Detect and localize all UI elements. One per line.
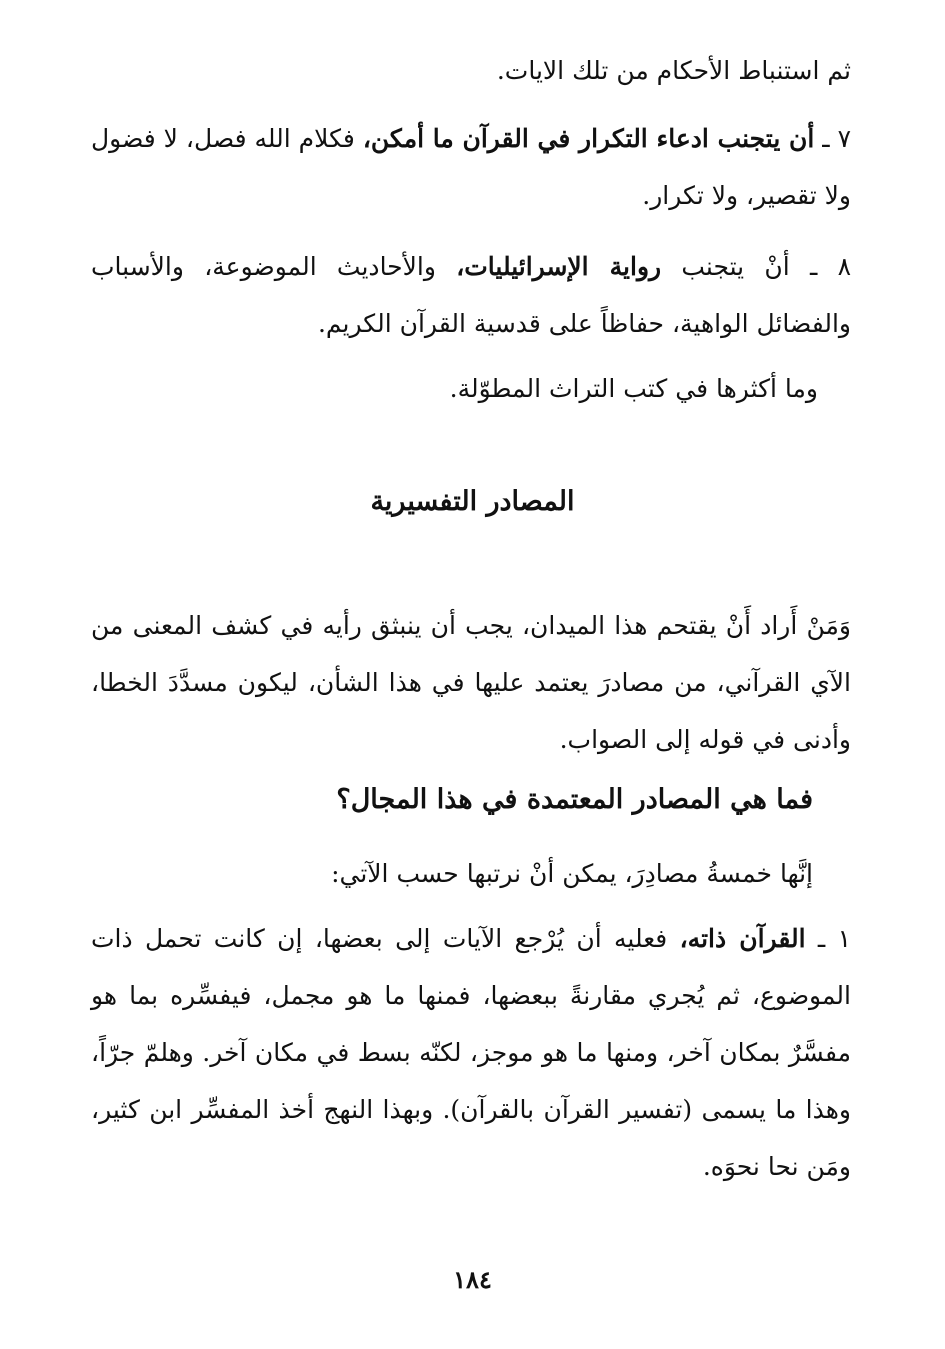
paragraph-point-7 <box>91 110 851 224</box>
answer-text: إنَّها خمسةُ مصادِرَ، يمكن أنْ نرتبها حسب الآتي: <box>331 859 813 888</box>
source-item-1 <box>91 910 851 1195</box>
paragraph-note <box>98 360 818 417</box>
item-bold-text: القرآن ذاته، <box>679 924 806 953</box>
item-number: ١ ـ <box>805 924 852 953</box>
paragraph-continuation <box>91 42 851 99</box>
paragraph-text: وما أكثرها في كتب التراث المطوّلة. <box>449 374 818 403</box>
section-heading: المصادر التفسيرية <box>370 486 575 517</box>
section-intro <box>91 597 851 768</box>
item-text: فعليه أن يُرْجع الآيات إلى بعضها، إن كانت تحمل ذات الموضوع، ثم يُجري مقارنةً ببعضها، فمنها ما هو مجمل، فيفسِّره بما هو مفسَّرٌ بمكان آخر، ومنها ما هو موجز، لكنّه بسط في مكان آخر. وهلمّ جرّاً، وهذا ما يسمى (تفسير القرآن بالقرآن). وبهذا النهج أخذ المفسِّر ابن كثير، ومَن نحا نحوَه. <box>91 924 851 1181</box>
section-question: فما هي المصادر المعتمدة في هذا المجال؟ <box>336 784 813 815</box>
point-number: ٨ ـ <box>789 252 852 281</box>
point-bold-text: أن يتجنب ادعاء التكرار في القرآن ما أمكن، <box>362 124 815 153</box>
point-text: فكلام الله فصل، لا فضول ولا تقصير، ولا تكرار. <box>91 124 851 210</box>
point-bold-text: رواية الإسرائيليات، <box>456 252 662 281</box>
point-text: والأحاديث الموضوعة، والأسباب والفضائل الواهية، حفاظاً على قدسية القرآن الكريم. <box>91 252 851 338</box>
point-text-pre: أنْ يتجنب <box>661 252 790 281</box>
point-number: ٧ ـ <box>814 124 852 153</box>
paragraph-text: ثم استنباط الأحكام من تلك الايات. <box>496 56 851 85</box>
section-answer <box>93 845 813 902</box>
paragraph-point-8 <box>91 238 851 352</box>
page-number: ١٨٤ <box>453 1265 492 1294</box>
intro-text: وَمَنْ أَراد أَنْ يقتحم هذا الميدان، يجب أن ينبثق رأيه في كشف المعنى من الآي القرآني، من مصادرَ يعتمد عليها في هذا الشأن، ليكون مسدَّدَ الخطا، وأدنى في قوله إلى الصواب. <box>91 611 851 754</box>
